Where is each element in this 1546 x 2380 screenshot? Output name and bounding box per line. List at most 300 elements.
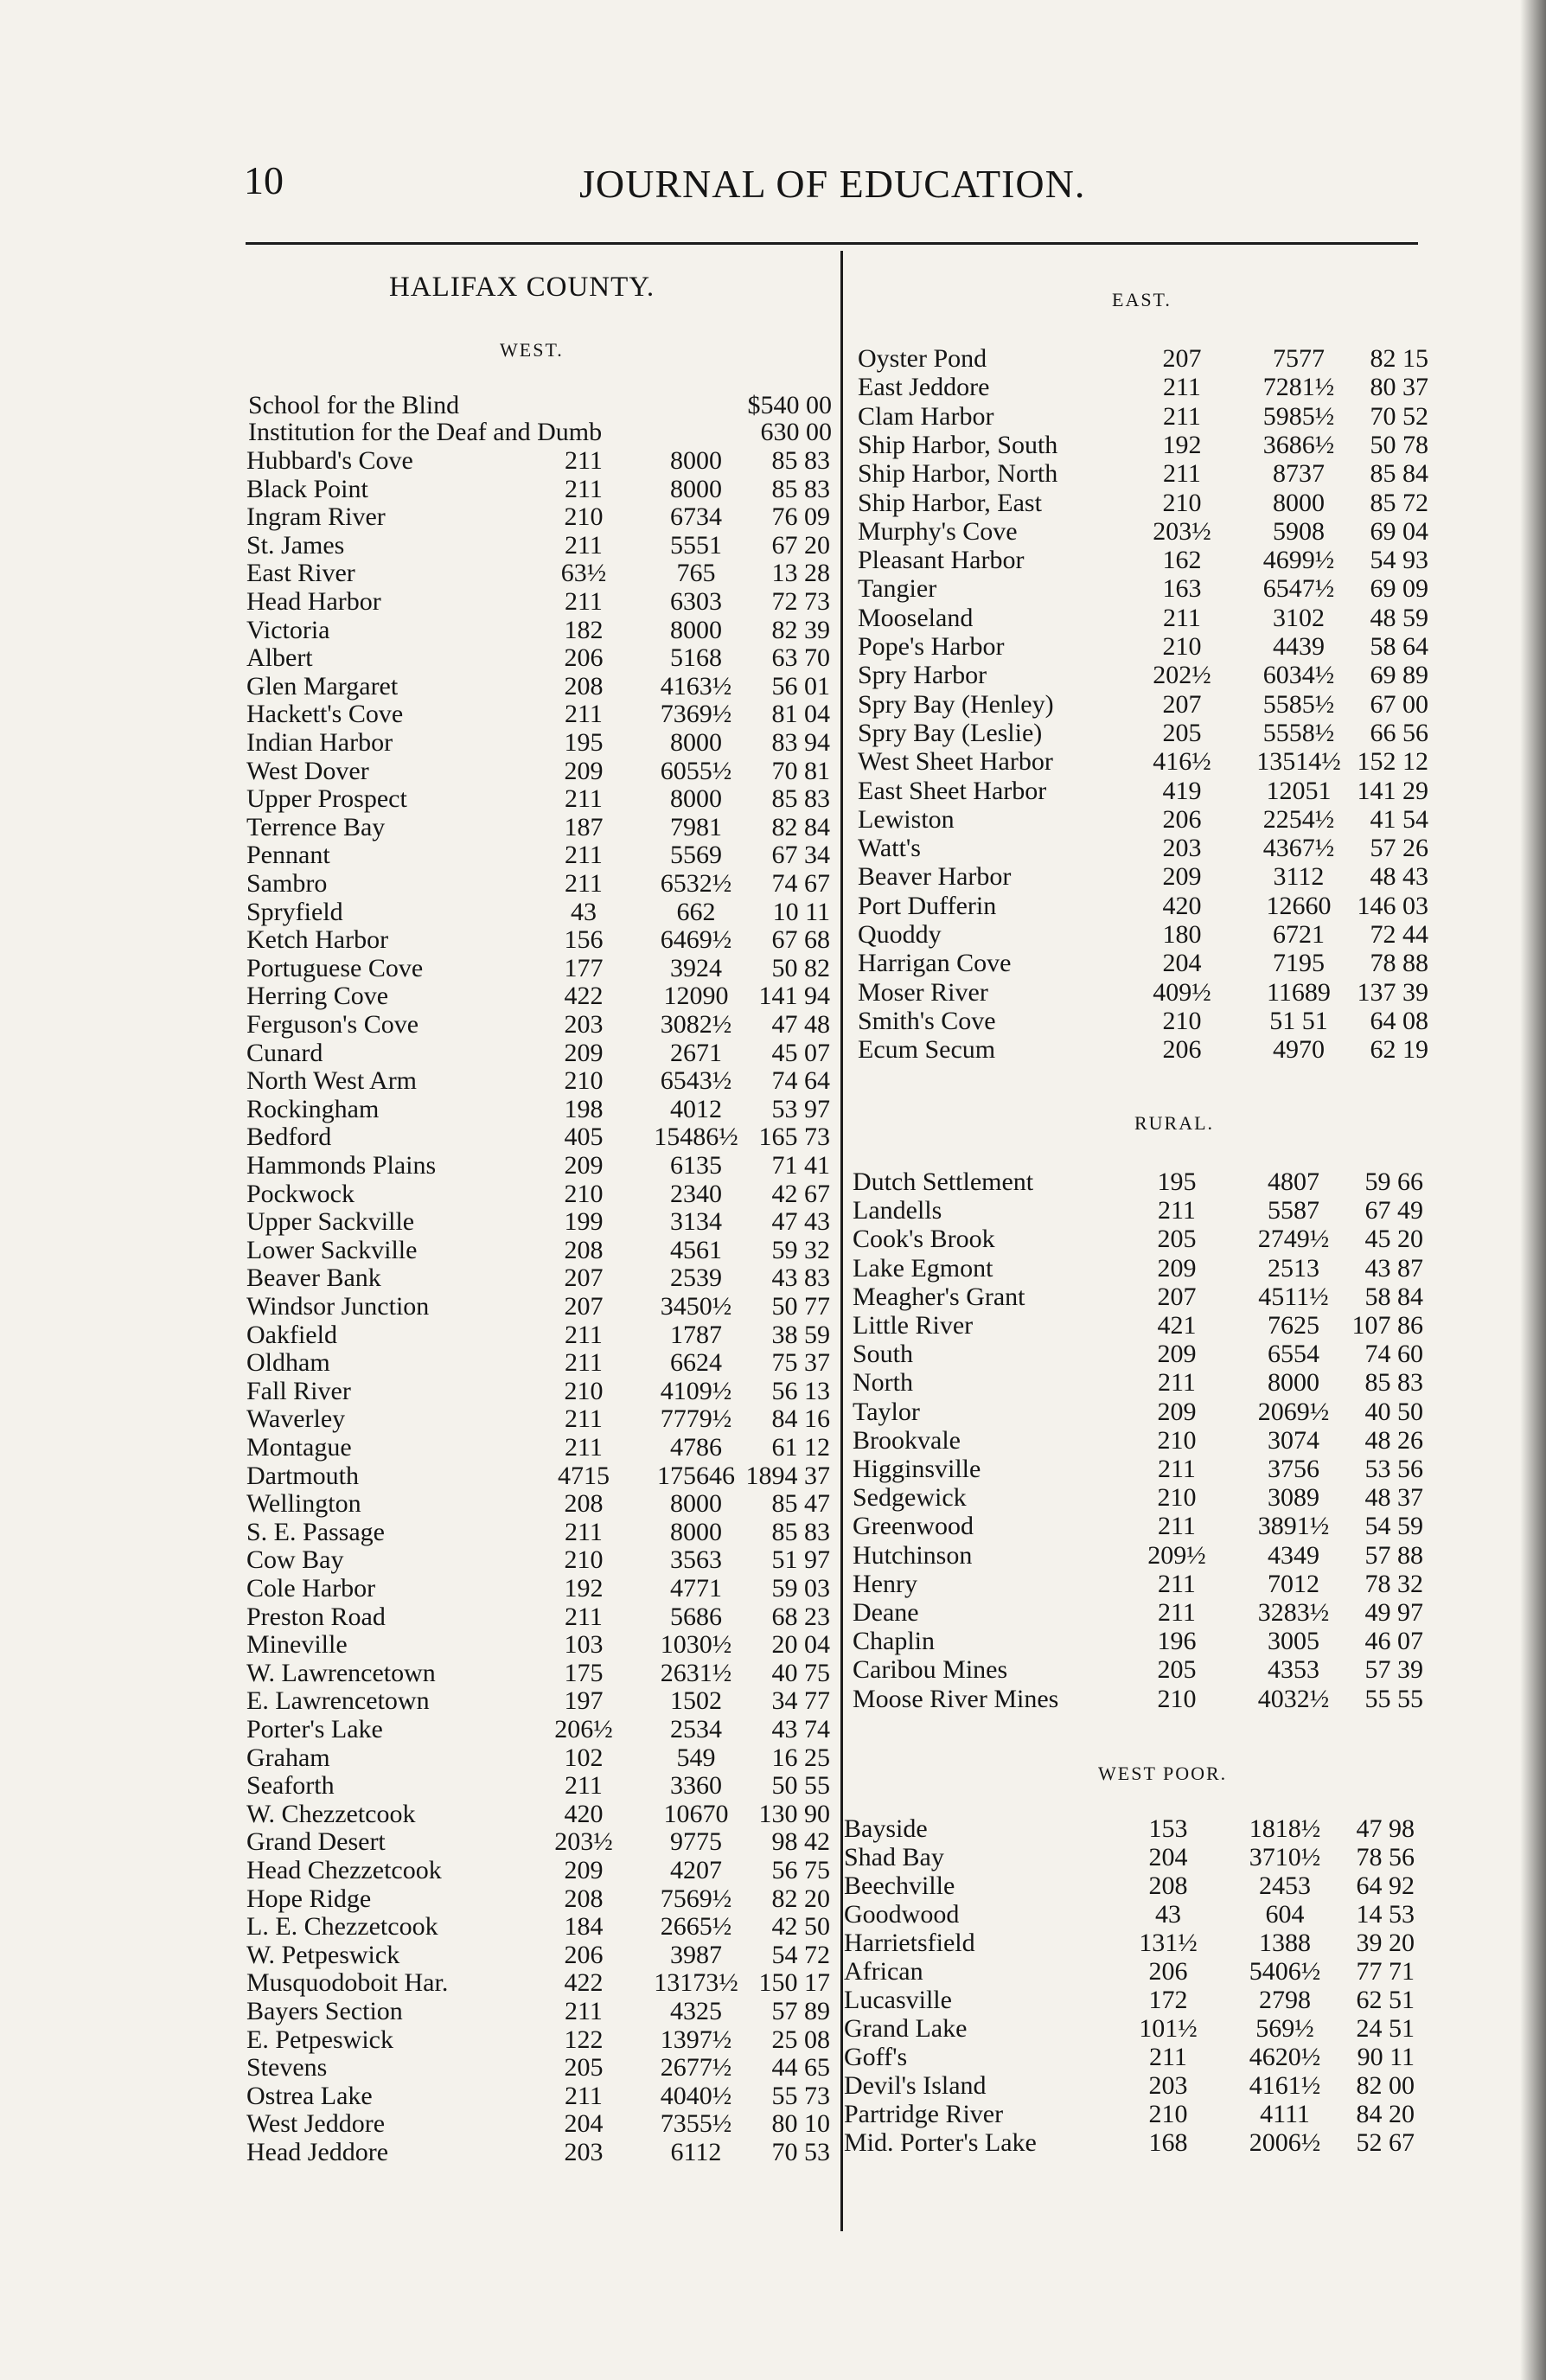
attendance-value: 5585½ bbox=[1262, 689, 1335, 719]
school-name: Pennant bbox=[246, 841, 330, 870]
attendance-value: 3756 bbox=[1268, 1455, 1319, 1483]
school-name: Caribou Mines bbox=[853, 1655, 1008, 1685]
grant-amount: 52 67 bbox=[1356, 2128, 1415, 2157]
days-value: 205 bbox=[1162, 718, 1202, 747]
school-name: Watt's bbox=[858, 834, 921, 863]
grant-amount: 25 08 bbox=[771, 2025, 830, 2054]
attendance-value: 4032½ bbox=[1257, 1684, 1330, 1713]
attendance-value: 2677½ bbox=[660, 2053, 732, 2082]
days-value: 420 bbox=[1162, 891, 1202, 920]
school-name: Deane bbox=[853, 1598, 919, 1627]
grant-amount: 141 29 bbox=[1357, 776, 1428, 805]
grant-amount: 80 10 bbox=[771, 2109, 830, 2139]
school-name: Lower Sackville bbox=[246, 1235, 418, 1264]
grant-amount: 20 04 bbox=[771, 1630, 830, 1660]
attendance-value: 4325 bbox=[670, 1997, 722, 2025]
grant-amount: 57 39 bbox=[1364, 1655, 1423, 1685]
grant-amount: 98 42 bbox=[771, 1827, 830, 1857]
days-value: 210 bbox=[1162, 632, 1202, 661]
days-value: 197 bbox=[564, 1686, 604, 1716]
days-value: 211 bbox=[1149, 2043, 1187, 2071]
school-name: Grand Desert bbox=[246, 1827, 386, 1857]
grant-amount: 70 53 bbox=[771, 2138, 830, 2166]
school-name: Grand Lake bbox=[844, 2014, 968, 2043]
attendance-value: 4771 bbox=[670, 1574, 722, 1603]
grant-amount: 62 51 bbox=[1356, 1986, 1415, 2014]
days-value: 162 bbox=[1162, 546, 1202, 575]
attendance-value: 3360 bbox=[670, 1771, 722, 1801]
days-value: 211 bbox=[565, 446, 603, 475]
school-name: Ship Harbor, East bbox=[858, 488, 1042, 517]
grant-amount: 48 37 bbox=[1364, 1483, 1423, 1513]
days-value: 198 bbox=[564, 1094, 604, 1123]
school-name: Wellington bbox=[246, 1489, 361, 1519]
school-name: Moser River bbox=[858, 977, 988, 1007]
grant-amount: 69 09 bbox=[1370, 574, 1428, 604]
school-name: Ecum Secum bbox=[858, 1035, 996, 1065]
days-value: 206 bbox=[1162, 1035, 1202, 1065]
days-value: 211 bbox=[1163, 401, 1201, 431]
days-value: 203 bbox=[1148, 2071, 1188, 2100]
days-value: 204 bbox=[564, 2109, 604, 2139]
school-name: Higginsville bbox=[853, 1455, 981, 1483]
days-value: 419 bbox=[1162, 776, 1202, 805]
grant-amount: 50 78 bbox=[1370, 430, 1428, 459]
grant-amount: 69 89 bbox=[1370, 661, 1428, 690]
grant-amount: 72 73 bbox=[771, 587, 830, 616]
grant-amount: 165 73 bbox=[758, 1123, 830, 1152]
grant-amount: 76 09 bbox=[771, 502, 830, 532]
days-value: 206 bbox=[1148, 1957, 1188, 1986]
school-name: Bayside bbox=[844, 1814, 928, 1843]
days-value: 421 bbox=[1157, 1311, 1197, 1340]
school-name: Bayers Section bbox=[246, 1997, 403, 2025]
days-value: 180 bbox=[1162, 920, 1202, 949]
days-value: 199 bbox=[564, 1207, 604, 1237]
school-name: Tangier bbox=[858, 574, 937, 604]
attendance-value: 12090 bbox=[663, 982, 729, 1011]
days-value: 206 bbox=[564, 1940, 604, 1969]
attendance-value: 4786 bbox=[670, 1433, 722, 1462]
school-name: Ingram River bbox=[246, 502, 386, 532]
grant-amount: 62 19 bbox=[1370, 1035, 1428, 1065]
days-value: 122 bbox=[564, 2025, 604, 2054]
days-value: 196 bbox=[1157, 1627, 1197, 1656]
grant-amount: 13 28 bbox=[771, 559, 830, 588]
days-value: 211 bbox=[565, 869, 603, 898]
school-name: S. E. Passage bbox=[246, 1517, 385, 1546]
days-value: 211 bbox=[565, 1997, 603, 2025]
grant-amount: 85 83 bbox=[771, 1517, 830, 1546]
school-name: South bbox=[853, 1340, 914, 1369]
days-value: 202½ bbox=[1153, 661, 1211, 690]
days-value: 43 bbox=[1155, 1900, 1181, 1929]
attendance-value: 175646 bbox=[657, 1461, 735, 1490]
grant-amount: 69 04 bbox=[1370, 516, 1428, 546]
days-value: 206 bbox=[564, 643, 604, 673]
attendance-value: 7625 bbox=[1268, 1311, 1319, 1340]
days-value: 207 bbox=[1157, 1282, 1197, 1311]
school-name: Mineville bbox=[246, 1630, 348, 1660]
school-name: Rockingham bbox=[246, 1094, 380, 1123]
attendance-value: 8000 bbox=[670, 728, 722, 757]
attendance-value: 4111 bbox=[1260, 2100, 1310, 2128]
attendance-value: 6055½ bbox=[660, 756, 732, 785]
school-name: West Jeddore bbox=[246, 2109, 386, 2139]
school-name: Spryfield bbox=[246, 897, 343, 926]
attendance-value: 8000 bbox=[670, 474, 722, 503]
attendance-value: 4040½ bbox=[660, 2081, 732, 2110]
days-value: 209 bbox=[1157, 1397, 1197, 1426]
school-name: Ostrea Lake bbox=[246, 2081, 373, 2110]
school-name: Waverley bbox=[246, 1404, 346, 1434]
days-value: 409½ bbox=[1153, 977, 1211, 1007]
days-value: 210 bbox=[564, 1376, 604, 1405]
grant-amount: 82 84 bbox=[771, 812, 830, 841]
attendance-value: 4970 bbox=[1273, 1035, 1325, 1065]
days-value: 156 bbox=[564, 925, 604, 955]
school-name: L. E. Chezzetcook bbox=[246, 1912, 438, 1942]
grant-amount: 55 73 bbox=[771, 2081, 830, 2110]
grant-amount: 75 37 bbox=[771, 1348, 830, 1378]
days-value: 207 bbox=[1162, 689, 1202, 719]
grant-amount: 47 48 bbox=[771, 1010, 830, 1039]
attendance-value: 5168 bbox=[670, 643, 722, 673]
attendance-value: 4620½ bbox=[1249, 2043, 1321, 2071]
grant-amount: 16 25 bbox=[771, 1743, 830, 1772]
days-value: 163 bbox=[1162, 574, 1202, 604]
school-name: Herring Cove bbox=[246, 982, 389, 1011]
grant-amount: 47 98 bbox=[1356, 1814, 1415, 1843]
days-value: 211 bbox=[565, 1348, 603, 1378]
section-heading-west-poor: WEST POOR. bbox=[1098, 1763, 1228, 1784]
school-name: Head Harbor bbox=[246, 587, 381, 616]
days-value: 205 bbox=[564, 2053, 604, 2082]
school-name: Bedford bbox=[246, 1123, 332, 1152]
grant-amount: 47 43 bbox=[771, 1207, 830, 1237]
attendance-value: 6034½ bbox=[1262, 661, 1335, 690]
school-name: Head Chezzetcook bbox=[246, 1856, 442, 1884]
grant-amount: 24 51 bbox=[1356, 2014, 1415, 2043]
attendance-value: 5558½ bbox=[1262, 718, 1335, 747]
grant-amount: 74 64 bbox=[771, 1066, 830, 1096]
attendance-value: 3710½ bbox=[1249, 1843, 1321, 1871]
grant-amount: 81 04 bbox=[771, 700, 830, 729]
grant-amount: 43 83 bbox=[771, 1264, 830, 1293]
school-name: Beaver Harbor bbox=[858, 862, 1012, 892]
school-name: E. Lawrencetown bbox=[246, 1686, 430, 1716]
grant-amount: 85 83 bbox=[771, 784, 830, 814]
school-name: Oyster Pond bbox=[858, 344, 987, 373]
school-name: Pope's Harbor bbox=[858, 632, 1005, 661]
grant-amount: 150 17 bbox=[758, 1968, 830, 1998]
attendance-value: 8000 bbox=[670, 615, 722, 644]
days-value: 209 bbox=[1162, 862, 1202, 892]
grant-amount: 54 72 bbox=[771, 1940, 830, 1969]
school-name: Hackett's Cove bbox=[246, 700, 404, 729]
school-name: Mid. Porter's Lake bbox=[844, 2128, 1037, 2157]
attendance-value: 6721 bbox=[1273, 920, 1325, 949]
attendance-value: 4349 bbox=[1268, 1540, 1319, 1570]
days-value: 416½ bbox=[1153, 747, 1211, 777]
days-value: 208 bbox=[564, 1235, 604, 1264]
days-value: 208 bbox=[564, 1489, 604, 1519]
attendance-value: 7281½ bbox=[1262, 373, 1335, 402]
days-value: 205 bbox=[1157, 1655, 1197, 1685]
page-edge-shadow bbox=[1520, 0, 1546, 2380]
grant-amount: 40 50 bbox=[1364, 1397, 1423, 1426]
attendance-value: 2340 bbox=[670, 1179, 722, 1208]
school-name: Victoria bbox=[246, 615, 330, 644]
school-name: Lewiston bbox=[858, 804, 955, 834]
attendance-value: 4561 bbox=[670, 1235, 722, 1264]
county-title: HALIFAX COUNTY. bbox=[389, 272, 655, 303]
grant-amount: 146 03 bbox=[1357, 891, 1428, 920]
attendance-value: 549 bbox=[676, 1743, 716, 1772]
days-value: 203 bbox=[564, 2138, 604, 2166]
school-name: Indian Harbor bbox=[246, 728, 393, 757]
attendance-value: 6112 bbox=[670, 2138, 722, 2166]
days-value: 211 bbox=[1163, 603, 1201, 632]
attendance-value: 12660 bbox=[1266, 891, 1332, 920]
grant-amount: 85 83 bbox=[771, 474, 830, 503]
days-value: 103 bbox=[564, 1630, 604, 1660]
attendance-value: 9775 bbox=[670, 1827, 722, 1857]
attendance-value: 3987 bbox=[670, 1940, 722, 1969]
grant-amount: 51 97 bbox=[771, 1545, 830, 1575]
grant-amount: 56 01 bbox=[771, 671, 830, 701]
attendance-value: 2069½ bbox=[1257, 1397, 1330, 1426]
days-value: 211 bbox=[565, 474, 603, 503]
grant-amount: 34 77 bbox=[771, 1686, 830, 1716]
attendance-value: 7195 bbox=[1273, 949, 1325, 978]
attendance-value: 2749½ bbox=[1257, 1225, 1330, 1254]
days-value: 210 bbox=[1157, 1684, 1197, 1713]
grant-amount: 50 82 bbox=[771, 953, 830, 982]
days-value: 209 bbox=[564, 1038, 604, 1067]
school-name: Devil's Island bbox=[844, 2071, 987, 2100]
attendance-value: 1502 bbox=[670, 1686, 722, 1716]
attendance-value: 4367½ bbox=[1262, 834, 1335, 863]
days-value: 211 bbox=[1158, 1368, 1196, 1398]
days-value: 211 bbox=[1158, 1512, 1196, 1541]
school-name: St. James bbox=[246, 530, 345, 560]
school-name: Cow Bay bbox=[246, 1545, 344, 1575]
school-name: Meagher's Grant bbox=[853, 1282, 1025, 1311]
school-name: Landells bbox=[853, 1196, 942, 1225]
attendance-value: 8000 bbox=[1268, 1368, 1319, 1398]
days-value: 211 bbox=[565, 1602, 603, 1631]
attendance-value: 2534 bbox=[670, 1715, 722, 1743]
grant-amount: 141 94 bbox=[758, 982, 830, 1011]
attendance-value: 6624 bbox=[670, 1348, 722, 1378]
days-value: 101½ bbox=[1139, 2014, 1198, 2043]
school-name: Terrence Bay bbox=[246, 812, 386, 841]
grant-amount: 45 20 bbox=[1364, 1225, 1423, 1254]
attendance-value: 5686 bbox=[670, 1602, 722, 1631]
attendance-value: 5551 bbox=[670, 530, 722, 560]
attendance-value: 8000 bbox=[670, 1489, 722, 1519]
days-value: 422 bbox=[564, 982, 604, 1011]
attendance-value: 2006½ bbox=[1249, 2128, 1321, 2157]
grant-amount: 77 71 bbox=[1356, 1957, 1415, 1986]
school-name: Black Point bbox=[246, 474, 368, 503]
grant-amount: 67 49 bbox=[1364, 1196, 1423, 1225]
grant-amount: 72 44 bbox=[1370, 920, 1428, 949]
attendance-value: 7577 bbox=[1273, 344, 1325, 373]
attendance-value: 3089 bbox=[1268, 1483, 1319, 1513]
attendance-value: 4511½ bbox=[1258, 1282, 1329, 1311]
school-name: African bbox=[844, 1957, 923, 1986]
attendance-value: 1818½ bbox=[1249, 1814, 1321, 1843]
grant-amount: 78 32 bbox=[1364, 1569, 1423, 1598]
attendance-value: 604 bbox=[1265, 1900, 1305, 1929]
grant-amount: 83 94 bbox=[771, 728, 830, 757]
days-value: 209 bbox=[1157, 1253, 1197, 1283]
grant-amount: 67 00 bbox=[1370, 689, 1428, 719]
attendance-value: 11689 bbox=[1267, 977, 1331, 1007]
school-name: Porter's Lake bbox=[246, 1715, 383, 1743]
school-name: W. Lawrencetown bbox=[246, 1658, 436, 1687]
days-value: 195 bbox=[1157, 1168, 1197, 1196]
school-name: Partridge River bbox=[844, 2100, 1004, 2128]
grant-amount: 39 20 bbox=[1356, 1929, 1415, 1957]
days-value: 210 bbox=[564, 1066, 604, 1096]
grant-amount: 74 67 bbox=[771, 869, 830, 898]
school-name: E. Petpeswick bbox=[246, 2025, 393, 2054]
grant-amount: 1894 37 bbox=[745, 1461, 830, 1490]
attendance-value: 3112 bbox=[1273, 862, 1325, 892]
institution-name: Institution for the Deaf and Dumb bbox=[248, 418, 603, 446]
grant-amount: 66 56 bbox=[1370, 718, 1428, 747]
school-name: East Sheet Harbor bbox=[858, 776, 1047, 805]
school-name: W. Chezzetcook bbox=[246, 1799, 416, 1828]
grant-amount: 45 07 bbox=[771, 1038, 830, 1067]
days-value: 192 bbox=[564, 1574, 604, 1603]
attendance-value: 4699½ bbox=[1262, 546, 1335, 575]
attendance-value: 4161½ bbox=[1249, 2071, 1321, 2100]
days-value: 210 bbox=[564, 1545, 604, 1575]
attendance-value: 3005 bbox=[1268, 1627, 1319, 1656]
attendance-value: 12051 bbox=[1266, 776, 1332, 805]
days-value: 211 bbox=[1158, 1196, 1196, 1225]
days-value: 211 bbox=[565, 1433, 603, 1462]
grant-amount: 74 60 bbox=[1364, 1340, 1423, 1369]
school-name: Greenwood bbox=[853, 1512, 974, 1541]
days-value: 211 bbox=[565, 1517, 603, 1546]
attendance-value: 5406½ bbox=[1249, 1957, 1321, 1986]
page-number: 10 bbox=[244, 158, 284, 202]
school-name: Henry bbox=[853, 1569, 917, 1598]
school-name: Head Jeddore bbox=[246, 2138, 389, 2166]
grant-amount: 64 92 bbox=[1356, 1871, 1415, 1900]
days-value: 102 bbox=[564, 1743, 604, 1772]
grant-amount: 43 87 bbox=[1364, 1253, 1423, 1283]
school-name: Lucasville bbox=[844, 1986, 952, 2014]
days-value: 210 bbox=[1162, 1006, 1202, 1035]
grant-amount: 58 84 bbox=[1364, 1282, 1423, 1311]
grant-amount: 57 26 bbox=[1370, 834, 1428, 863]
attendance-value: 4207 bbox=[670, 1856, 722, 1884]
grant-amount: 80 37 bbox=[1370, 373, 1428, 402]
section-heading-west: WEST. bbox=[500, 339, 564, 361]
attendance-value: 6469½ bbox=[660, 925, 732, 955]
school-name: Pleasant Harbor bbox=[858, 546, 1025, 575]
days-value: 195 bbox=[564, 728, 604, 757]
attendance-value: 7369½ bbox=[660, 700, 732, 729]
days-value: 210 bbox=[1148, 2100, 1188, 2128]
days-value: 211 bbox=[1158, 1569, 1196, 1598]
days-value: 204 bbox=[1162, 949, 1202, 978]
days-value: 211 bbox=[565, 1320, 603, 1349]
school-name: Quoddy bbox=[858, 920, 942, 949]
attendance-value: 8000 bbox=[670, 784, 722, 814]
days-value: 211 bbox=[565, 1771, 603, 1801]
grant-amount: 14 53 bbox=[1356, 1900, 1415, 1929]
school-name: Hubbard's Cove bbox=[246, 446, 413, 475]
days-value: 211 bbox=[1163, 459, 1201, 489]
grant-amount: 49 97 bbox=[1364, 1598, 1423, 1627]
days-value: 211 bbox=[565, 784, 603, 814]
attendance-value: 1787 bbox=[670, 1320, 722, 1349]
days-value: 204 bbox=[1148, 1843, 1188, 1871]
school-name: Brookvale bbox=[853, 1425, 961, 1455]
days-value: 211 bbox=[565, 587, 603, 616]
days-value: 210 bbox=[1157, 1483, 1197, 1513]
section-heading-east: EAST. bbox=[1112, 289, 1172, 310]
attendance-value: 4353 bbox=[1268, 1655, 1319, 1685]
attendance-value: 4807 bbox=[1268, 1168, 1319, 1196]
school-name: Dutch Settlement bbox=[853, 1168, 1034, 1196]
days-value: 192 bbox=[1162, 430, 1202, 459]
attendance-value: 3924 bbox=[670, 953, 722, 982]
school-name: Goff's bbox=[844, 2043, 908, 2071]
attendance-value: 2539 bbox=[670, 1264, 722, 1293]
days-value: 422 bbox=[564, 1968, 604, 1998]
section-heading-rural: RURAL. bbox=[1134, 1112, 1215, 1134]
journal-title: JOURNAL OF EDUCATION. bbox=[579, 162, 1086, 206]
grant-amount: 43 74 bbox=[771, 1715, 830, 1743]
school-name: Dartmouth bbox=[246, 1461, 359, 1490]
grant-amount: 50 77 bbox=[771, 1292, 830, 1321]
days-value: 208 bbox=[1148, 1871, 1188, 1900]
attendance-value: 3074 bbox=[1268, 1425, 1319, 1455]
attendance-value: 6543½ bbox=[660, 1066, 732, 1096]
attendance-value: 1388 bbox=[1259, 1929, 1311, 1957]
grant-amount: 71 41 bbox=[771, 1151, 830, 1180]
attendance-value: 765 bbox=[676, 559, 716, 588]
grant-amount: 40 75 bbox=[771, 1658, 830, 1687]
attendance-value: 6532½ bbox=[660, 869, 732, 898]
grant-amount: 42 67 bbox=[771, 1179, 830, 1208]
column-divider bbox=[840, 251, 843, 2231]
school-name: Ship Harbor, South bbox=[858, 430, 1058, 459]
attendance-value: 3082½ bbox=[660, 1010, 732, 1039]
grant-amount: 41 54 bbox=[1370, 804, 1428, 834]
attendance-value: 569½ bbox=[1255, 2014, 1314, 2043]
attendance-value: 2513 bbox=[1268, 1253, 1319, 1283]
grant-amount: 56 75 bbox=[771, 1856, 830, 1884]
grant-amount: 48 26 bbox=[1364, 1425, 1423, 1455]
grant-amount: 130 90 bbox=[758, 1799, 830, 1828]
days-value: 210 bbox=[1157, 1425, 1197, 1455]
days-value: 203½ bbox=[554, 1827, 613, 1857]
grant-amount: 67 34 bbox=[771, 841, 830, 870]
attendance-value: 4163½ bbox=[660, 671, 732, 701]
school-name: Hope Ridge bbox=[246, 1884, 372, 1913]
days-value: 405 bbox=[564, 1123, 604, 1152]
school-name: Oakfield bbox=[246, 1320, 337, 1349]
